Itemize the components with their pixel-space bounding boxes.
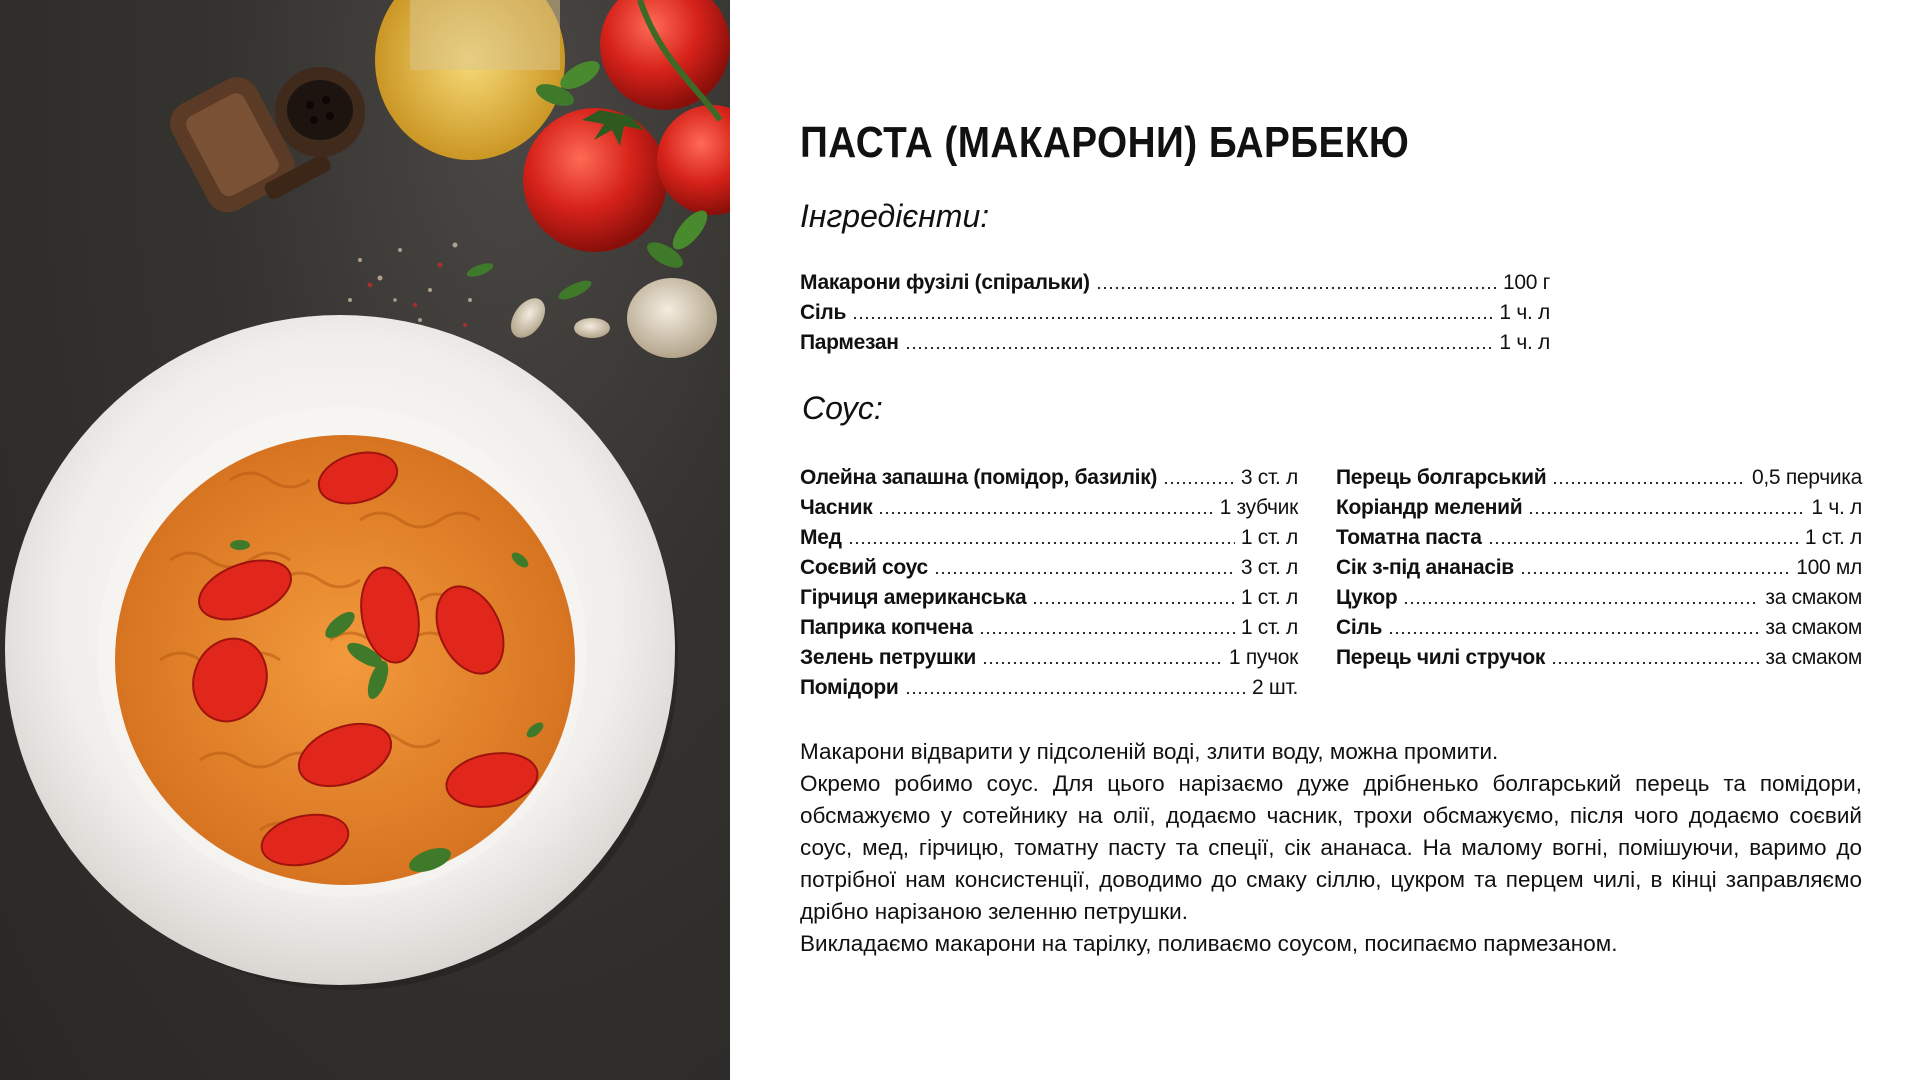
ingredient-name: Часник [800,496,873,519]
list-item [800,268,1550,298]
garlic-icon [504,278,717,358]
dot-leader [878,511,1213,515]
list-item [800,298,1550,328]
ingredient-name: Сіль [800,301,847,324]
ingredient-name: Перець чилі стручок [1336,646,1546,669]
list-item [1336,463,1862,493]
ingredient-name: Мед [800,526,842,549]
dot-leader [852,316,1493,320]
dot-leader [1096,286,1497,290]
dot-leader [982,661,1223,665]
ingredients-heading: Інгредієнти: [800,198,990,234]
dot-leader [979,631,1235,635]
instructions [800,736,1862,960]
recipe-title: ПАСТА (МАКАРОНИ) БАРБЕКЮ [800,118,1410,167]
list-item [800,673,1298,703]
ingredient-name: Коріандр мелений [1336,496,1523,519]
ingredient-qty: 1 ст. л [1240,616,1298,639]
list-item [800,583,1298,613]
dot-leader [1551,661,1759,665]
dot-leader [1032,601,1234,605]
ingredient-qty: 3 ст. л [1240,466,1298,489]
list-item [1336,643,1862,673]
ingredient-qty: 1 ст. л [1240,586,1298,609]
ingredient-qty: 1 ч. л [1811,496,1862,519]
ingredient-name: Помідори [800,676,899,699]
ingredient-qty: за смаком [1765,586,1862,609]
list-item [800,613,1298,643]
ingredient-name: Зелень петрушки [800,646,977,669]
list-item [1336,583,1862,613]
food-photo-illustration [0,0,730,1080]
dot-leader [934,571,1235,575]
instruction-paragraph: Окремо робимо соус. Для цього нарізаємо дуже дрібненько болгарський перець та помідори, обсмажуємо у сотейнику на олії, додаємо часник, трохи обсмажуємо, після чого додаємо соєвий соус, мед, гірчицю, томатну пасту та спеції, сік ананаса. На малому вогні, помішуючи, варимо до потрібної нам консистенції, доводимо до смаку сіллю, цукром та перцем чилі, в кінці заправляємо дрібно нарізаною зеленню петрушки. [800,771,1862,924]
ingredient-qty: 1 ч. л [1499,331,1550,354]
dot-leader [1163,481,1235,485]
ingredient-name: Перець болгарський [1336,466,1547,489]
ingredient-name: Гірчиця американська [800,586,1027,609]
pepper-bowl-icon [275,67,365,157]
ingredient-qty: 100 г [1502,271,1550,294]
ingredient-qty: 1 зубчик [1219,496,1298,519]
list-item [1336,523,1862,553]
ingredient-name: Томатна паста [1336,526,1482,549]
ingredient-qty: 0,5 перчика [1752,466,1862,489]
ingredient-qty: за смаком [1765,646,1862,669]
ingredient-qty: 3 ст. л [1240,556,1298,579]
instruction-paragraph: Макарони відварити у підсоленій воді, злити воду, можна промити. [800,739,1499,764]
ingredient-name: Олейна запашна (помідор, базилік) [800,466,1158,489]
list-item [800,553,1298,583]
dot-leader [905,346,1494,350]
list-item [800,523,1298,553]
dot-leader [1520,571,1790,575]
dot-leader [1552,481,1746,485]
dot-leader [905,691,1246,695]
ingredient-name: Макарони фузілі (спіральки) [800,271,1090,294]
sauce-heading: Соус: [802,390,883,426]
list-item [1336,613,1862,643]
pasta-plate-icon [5,315,678,990]
list-item [800,328,1550,358]
sauce-list-left [800,463,1298,703]
dot-leader [1488,541,1799,545]
dot-leader [1388,631,1759,635]
ingredient-qty: 100 мл [1796,556,1862,579]
dot-leader [848,541,1235,545]
spice-specks [348,243,472,323]
ingredients-list [800,268,1550,358]
instruction-paragraph: Викладаємо макарони на тарілку, поливаємо соусом, посипаємо пармезаном. [800,931,1618,956]
ingredient-qty: 2 шт. [1252,676,1298,699]
sauce-list-right [1336,463,1862,673]
recipe-content [800,0,1860,1080]
list-item [800,643,1298,673]
dot-leader [1403,601,1759,605]
ingredient-name: Соєвий соус [800,556,928,579]
oil-bottle-icon [375,0,565,160]
ingredient-qty: 1 пучок [1228,646,1298,669]
list-item [1336,553,1862,583]
ingredient-qty: за смаком [1765,616,1862,639]
list-item [1336,493,1862,523]
food-photo [0,0,730,1080]
ingredient-qty: 1 ч. л [1499,301,1550,324]
ingredient-name: Цукор [1336,586,1398,609]
list-item [800,463,1298,493]
ingredient-qty: 1 ст. л [1240,526,1298,549]
ingredient-name: Пармезан [800,331,899,354]
ingredient-name: Паприка копчена [800,616,973,639]
dot-leader [1528,511,1805,515]
ingredient-name: Сіль [1336,616,1383,639]
list-item [800,493,1298,523]
ingredient-name: Сік з-під ананасів [1336,556,1514,579]
ingredient-qty: 1 ст. л [1804,526,1862,549]
